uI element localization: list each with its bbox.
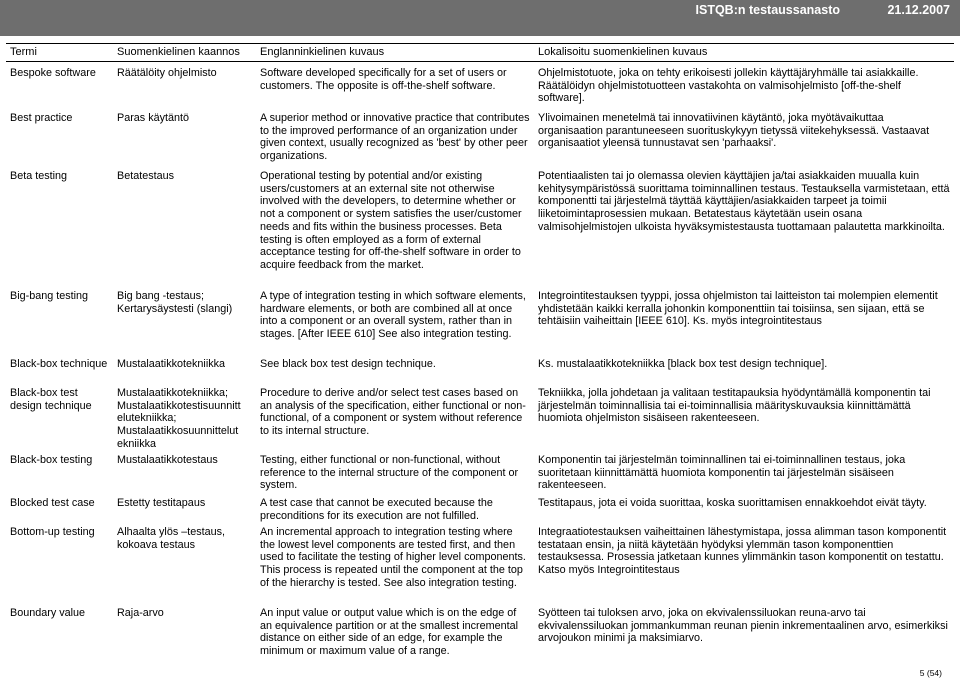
finnish-term-cell: Mustalaatikkotekniikka — [117, 358, 226, 370]
localized-description-cell: Testitapaus, jota ei voida suorittaa, koska suorittamisen ennakkoehdot eivät täyty. — [538, 497, 927, 509]
table-header-row — [6, 43, 954, 62]
table-row — [6, 62, 954, 112]
table-row — [6, 526, 954, 607]
finnish-term-cell: Paras käytäntö — [117, 112, 190, 124]
term-cell: Beta testing — [10, 170, 68, 182]
finnish-term-cell: Räätälöity ohjelmisto — [117, 67, 217, 79]
term-cell: Black-box technique — [10, 358, 108, 370]
term-cell: Black-box testing — [10, 454, 93, 466]
localized-description-cell: Potentiaalisten tai jo olemassa olevien käyttäjien ja/tai asiakkaiden muualla kuin kehitysympäristössä suorittama toiminnallinen testaus. Testauksella varmistetaan, että komponentti tai järjestelmä täyttää käyttäjien/asiakkaiden tarpeet ja toimii liiketoimintaprosessien mukaan. Betatestaus käytetään usein osana valmisohjelmistojen ulkoista hyväksymistestausta tuottamaan palautetta markkinoilta. — [538, 170, 950, 233]
finnish-term-cell: Raja-arvo — [117, 607, 164, 619]
finnish-term-cell: Betatestaus — [117, 170, 175, 182]
english-description-cell: See black box test design technique. — [260, 358, 436, 370]
table-row — [6, 607, 954, 662]
term-cell: Bottom-up testing — [10, 526, 95, 538]
document-title: ISTQB:n testaussanasto — [695, 3, 840, 17]
localized-description-cell: Ylivoimainen menetelmä tai innovatiivinen käytäntö, joka myötävaikuttaa organisaation parantuneeseen suorituskykyyn tietyssä viitekehyksessä. Vastaavat organisaatiot yleensä tunnustavat sen 'parhaaksi'. — [538, 112, 930, 150]
table-row — [6, 387, 954, 454]
english-description-cell: An incremental approach to integration testing where the lowest level components are tested first, and then used to facilitate the testing of higher level components. This process is repeated until the component at the top of the hierarchy is tested. See also integration testing. — [260, 526, 526, 589]
column-header-english-description: Englanninkielinen kuvaus — [260, 46, 385, 58]
document-header-bar — [0, 0, 960, 36]
term-cell: Big-bang testing — [10, 290, 89, 302]
term-cell: Bespoke software — [10, 67, 96, 79]
table-row — [6, 358, 954, 387]
english-description-cell: Operational testing by potential and/or existing users/customers at an external site not otherwise involved with the developers, to determine whether or not a component or system satisfies the user/customer needs and fits within the business processes. Beta testing is often employed as a form of external acceptance testing for off-the-shelf software in order to acquire feedback from the market. — [260, 170, 522, 271]
term-cell: Blocked test case — [10, 497, 95, 509]
localized-description-cell: Integraatiotestauksen vaiheittainen lähestymistapa, jossa alimman tason komponentit testataan ensin, ja niitä käytetään hyödyksi ylemmän tason komponenttien testauksessa. Prosessia jatketaan kunnes ylimmänkin tason komponentit on testattu. Katso myös Integrointitestaus — [538, 526, 947, 577]
document-date: 21.12.2007 — [887, 3, 950, 17]
finnish-term-cell: Big bang -testaus; Kertarysäystesti (slangi) — [117, 290, 233, 315]
glossary-table — [6, 43, 954, 662]
english-description-cell: A test case that cannot be executed because the preconditions for its execution are not fulfilled. — [260, 497, 493, 522]
english-description-cell: A type of integration testing in which software elements, hardware elements, or both are combined all at once into a component or an overall system, rather than in stages. [After IEEE 610] See also integration testing. — [260, 290, 526, 341]
localized-description-cell: Ohjelmistotuote, joka on tehty erikoisesti jollekin käyttäjäryhmälle tai asiakkaille. Räätälöidyn ohjelmistotuotteen vastakohta on valmisohjelmisto [off-the-shelf software]. — [538, 67, 919, 105]
localized-description-cell: Ks. mustalaatikkotekniikka [black box test design technique]. — [538, 358, 828, 370]
english-description-cell: Software developed specifically for a set of users or customers. The opposite is off-the-shelf software. — [260, 67, 507, 92]
english-description-cell: Procedure to derive and/or select test cases based on an analysis of the specification, either functional or non-functional, of a component or system without reference to its internal structure. — [260, 387, 526, 438]
table-row — [6, 112, 954, 170]
page-number: 5 (54) — [919, 668, 942, 678]
table-row — [6, 497, 954, 526]
finnish-term-cell: Mustalaatikkotestaus — [117, 454, 218, 466]
term-cell: Best practice — [10, 112, 73, 124]
localized-description-cell: Tekniikka, jolla johdetaan ja valitaan testitapauksia hyödyntämällä komponentin tai järjestelmän toiminnallisia tai ei-toiminnallisia määrityskuvauksia kiinnittämättä huomiota ohjelmiston sisäiseen rakenteeseen. — [538, 387, 931, 425]
column-header-localized-description: Lokalisoitu suomenkielinen kuvaus — [538, 46, 708, 58]
english-description-cell: A superior method or innovative practice that contributes to the improved performance of an organization under given context, usually recognized as 'best' by other peer organizations. — [260, 112, 530, 163]
finnish-term-cell: Alhaalta ylös –testaus, kokoava testaus — [117, 526, 226, 551]
localized-description-cell: Syötteen tai tuloksen arvo, joka on ekvivalenssiluokan reuna-arvo tai ekvivalenssiluokan jommankumman reunan pienin inkrementaalinen arvo, esimerkiksi arvojoukon minimi ja maksimiarvo. — [538, 607, 948, 645]
table-row — [6, 170, 954, 290]
localized-description-cell: Komponentin tai järjestelmän toiminnallinen tai ei-toiminnallinen testaus, joka suoritetaan kiinnittämättä huomiota komponentin tai järjestelmän sisäiseen rakenteeseen. — [538, 454, 906, 492]
finnish-term-cell: Estetty testitapaus — [117, 497, 206, 509]
finnish-term-cell: Mustalaatikkotekniikka; Mustalaatikkotestisuunnitt elutekniikka; Mustalaatikkosuunnittelut ekniikka — [117, 387, 241, 450]
term-cell: Boundary value — [10, 607, 86, 619]
column-header-finnish-translation: Suomenkielinen kaannos — [117, 46, 240, 58]
term-cell: Black-box test design technique — [10, 387, 92, 412]
table-row — [6, 290, 954, 358]
english-description-cell: Testing, either functional or non-functional, without reference to the internal structure of the component or system. — [260, 454, 519, 492]
localized-description-cell: Integrointitestauksen tyyppi, jossa ohjelmiston tai laitteiston tai molempien elementit yhdistetään kaikki kerralla johonkin komponenttiin tai toisiinsa, sen sijaan, että se tehtäisiin vaiheittain [IEEE 610]. Ks. myös integrointitestaus — [538, 290, 938, 328]
english-description-cell: An input value or output value which is on the edge of an equivalence partition or at the smallest incremental distance on either side of an edge, for example the minimum or maximum value of a range. — [260, 607, 519, 658]
table-row — [6, 454, 954, 497]
column-header-term: Termi — [10, 46, 37, 58]
